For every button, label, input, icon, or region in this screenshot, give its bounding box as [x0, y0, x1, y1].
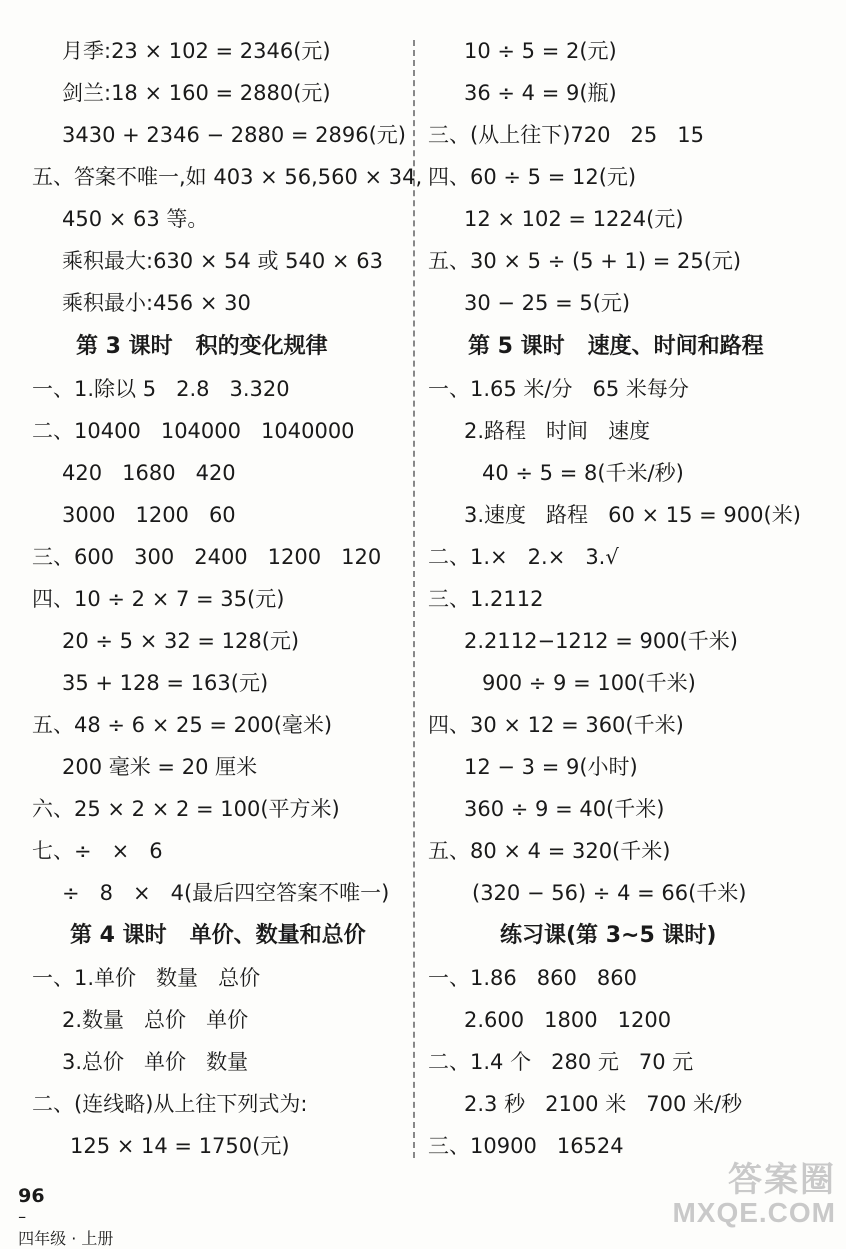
text-line: 乘积最大:630 × 54 或 540 × 63 — [62, 249, 383, 273]
footer-grade: 四年级 · 上册 — [18, 1229, 114, 1248]
section-heading: 第 5 课时 速度、时间和路程 — [468, 334, 764, 359]
section-heading: 第 3 课时 积的变化规律 — [76, 334, 328, 359]
text-line: 36 ÷ 4 = 9(瓶) — [464, 81, 617, 105]
text-line: 五、48 ÷ 6 × 25 = 200(毫米) — [32, 713, 333, 737]
text-line: 125 × 14 = 1750(元) — [70, 1134, 290, 1158]
text-line: 200 毫米 = 20 厘米 — [62, 755, 258, 779]
text-line: 12 × 102 = 1224(元) — [464, 207, 684, 231]
text-line: 3430 + 2346 − 2880 = 2896(元) — [62, 123, 406, 147]
text-line: 七、÷ × 6 — [32, 839, 163, 863]
column-divider — [413, 40, 415, 1158]
text-line: 一、1.86 860 860 — [428, 966, 637, 990]
text-line: 2.2112−1212 = 900(千米) — [464, 629, 738, 653]
text-line: 一、1.单价 数量 总价 — [32, 966, 261, 990]
text-line: 六、25 × 2 × 2 = 100(平方米) — [32, 797, 340, 821]
text-line: 二、1.× 2.× 3.√ — [428, 545, 619, 569]
text-line: 乘积最小:456 × 30 — [62, 291, 251, 315]
watermark-bottom: MXQE.COM — [672, 1197, 836, 1228]
text-line: 3.总价 单价 数量 — [62, 1050, 249, 1074]
text-line: 三、(从上往下)720 25 15 — [428, 123, 704, 147]
text-line: 10 ÷ 5 = 2(元) — [464, 39, 617, 63]
text-line: 20 ÷ 5 × 32 = 128(元) — [62, 629, 300, 653]
text-line: 五、80 × 4 = 320(千米) — [428, 839, 671, 863]
text-line: 二、1.4 个 280 元 70 元 — [428, 1050, 694, 1074]
text-line: 900 ÷ 9 = 100(千米) — [482, 671, 696, 695]
text-line: 2.数量 总价 单价 — [62, 1008, 249, 1032]
text-line: 四、60 ÷ 5 = 12(元) — [428, 165, 637, 189]
text-line: 月季:23 × 102 = 2346(元) — [62, 39, 331, 63]
text-line: 12 − 3 = 9(小时) — [464, 755, 638, 779]
text-line: 450 × 63 等。 — [62, 207, 209, 231]
section-heading: 第 4 课时 单价、数量和总价 — [70, 923, 366, 948]
text-line: ÷ 8 × 4(最后四空答案不唯一) — [62, 881, 390, 905]
text-line: 2.600 1800 1200 — [464, 1008, 672, 1032]
text-line: 3.速度 路程 60 × 15 = 900(米) — [464, 503, 801, 527]
text-line: 30 − 25 = 5(元) — [464, 291, 631, 315]
text-line: 40 ÷ 5 = 8(千米/秒) — [482, 461, 684, 485]
text-line: 四、30 × 12 = 360(千米) — [428, 713, 684, 737]
text-line: 三、1.2112 — [428, 587, 544, 611]
page-number: 96 — [18, 1185, 45, 1207]
watermark-logo — [672, 1162, 836, 1228]
page-footer — [8, 1166, 113, 1249]
text-line: 3000 1200 60 — [62, 503, 236, 527]
text-line: 三、10900 16524 — [428, 1134, 624, 1158]
watermark-top: 答案圈 — [728, 1161, 836, 1199]
footer-dash: – — [18, 1207, 27, 1226]
text-line: 二、10400 104000 1040000 — [32, 419, 355, 443]
text-line: 420 1680 420 — [62, 461, 236, 485]
text-line: 一、1.除以 5 2.8 3.320 — [32, 377, 290, 401]
text-line: 二、(连线略)从上往下列式为: — [32, 1092, 308, 1116]
section-heading: 练习课(第 3~5 课时) — [500, 923, 717, 948]
text-line: 2.路程 时间 速度 — [464, 419, 651, 443]
text-line: 360 ÷ 9 = 40(千米) — [464, 797, 665, 821]
text-line: 三、600 300 2400 1200 120 — [32, 545, 382, 569]
text-line: (320 − 56) ÷ 4 = 66(千米) — [472, 881, 747, 905]
text-line: 35 + 128 = 163(元) — [62, 671, 269, 695]
text-line: 2.3 秒 2100 米 700 米/秒 — [464, 1092, 743, 1116]
text-line: 四、10 ÷ 2 × 7 = 35(元) — [32, 587, 285, 611]
text-line: 剑兰:18 × 160 = 2880(元) — [62, 81, 331, 105]
text-line: 五、30 × 5 ÷ (5 + 1) = 25(元) — [428, 249, 742, 273]
text-line: 五、答案不唯一,如 403 × 56,560 × 34, — [32, 165, 423, 189]
text-line: 一、1.65 米/分 65 米每分 — [428, 377, 689, 401]
